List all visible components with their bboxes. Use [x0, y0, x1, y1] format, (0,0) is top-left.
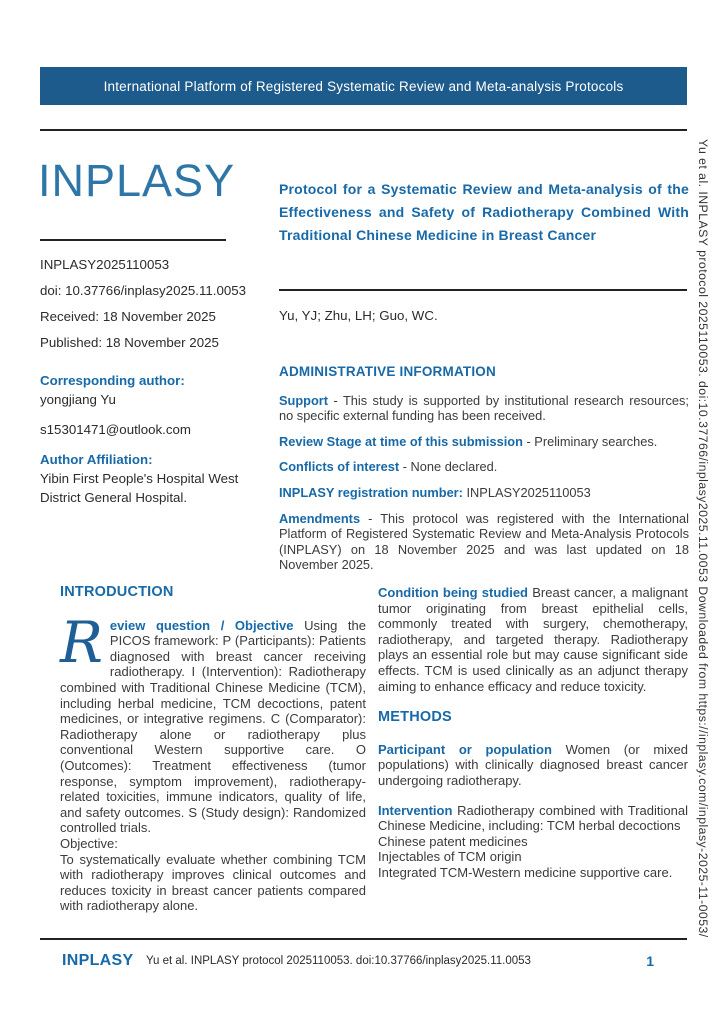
published-date: Published: 18 November 2025 [40, 335, 219, 350]
footer-divider [40, 938, 687, 940]
objective-text: To systematically evaluate whether combining TCM with radiotherapy improves clinical outcomes and reduces toxicity in breast cancer patients compared with radiotherapy alone. [60, 851, 366, 914]
methods-column [378, 585, 688, 881]
registration-id: INPLASY2025110053 [40, 257, 170, 272]
condition-paragraph [378, 585, 688, 694]
intervention-line: Chinese patent medicines [378, 833, 528, 849]
vertical-margin-citation: Yu et al. INPLASY protocol 2025110053. doi:10.37766/inplasy2025.11.0053 Downloaded from https://inplasy.com/inplasy-2025-11-0053/ [696, 139, 710, 938]
footer-logo: INPLASY [62, 952, 134, 969]
spacer [40, 439, 276, 450]
condition-label: Condition being studied [378, 585, 528, 600]
footer-citation: Yu et al. INPLASY protocol 2025110053. doi:10.37766/inplasy2025.11.0053 [146, 955, 531, 967]
introduction-column [60, 585, 366, 914]
intervention-label: Intervention [378, 802, 453, 818]
corresponding-author-label: Corresponding author: [40, 373, 185, 388]
admin-item-conflicts: Conflicts of interest - None declared. [279, 459, 498, 475]
administrative-information [279, 364, 689, 583]
intervention-paragraph [378, 803, 688, 881]
doi-line: doi: 10.37766/inplasy2025.11.0053 [40, 283, 247, 298]
participant-paragraph [378, 742, 688, 789]
review-question-paragraph [60, 609, 366, 836]
review-question-text: Using the PICOS framework: P (Participants): Patients diagnosed with breast cancer receiving radiotherapy. I (Intervention): Radiotherapy combined with Traditional Chinese Medicine (TCM), including herbal medicine, TCM decoctions, patent medicines, or integrative regimens. C (Comparator): Radiotherapy alone or radiotherapy plus conventional Western supportive care. O (Outcomes): Treatment effectiveness (tumor response, symptom improvement), radiotherapy-related toxicities, immune indicators, quality of life, and safety outcomes. S (Study design): Randomized controlled trials. [60, 617, 366, 836]
article-title: Protocol for a Systematic Review and Meta-analysis of the Effectiveness and Safety of Radiotherapy Combined With Traditional Chinese Medicine in Breast Cancer [279, 181, 689, 243]
spacer [40, 409, 276, 420]
admin-item-registration-number: INPLASY registration number: INPLASY2025110053 [279, 484, 591, 500]
admin-item-support: Support - This study is supported by institutional research resources; no specific external funding has been received. [279, 392, 689, 424]
participant-label: Participant or population [378, 741, 552, 757]
corresponding-author-email: s15301471@outlook.com [40, 422, 191, 437]
intervention-text: Radiotherapy combined with Traditional Chinese Medicine, including: TCM herbal decoctions [378, 802, 688, 834]
received-date: Received: 18 November 2025 [40, 309, 216, 324]
page-number: 1 [646, 953, 654, 969]
objective-block [60, 836, 366, 914]
review-question-label: eview question / Objective [109, 617, 294, 633]
drop-cap: R [60, 609, 103, 676]
top-banner-text: International Platform of Registered Systematic Review and Meta-analysis Protocols [103, 78, 624, 94]
top-banner [40, 67, 687, 105]
logo-divider [40, 239, 226, 241]
corresponding-author-name: yongjiang Yu [40, 392, 116, 407]
intervention-line: Injectables of TCM origin [378, 849, 522, 865]
participant-text: Women (or mixed populations) with clinically diagnosed breast cancer undergoing radiotherapy. [378, 741, 688, 788]
footer [0, 951, 724, 977]
registration-info [40, 252, 246, 356]
inplasy-logo: INPLASY [38, 155, 236, 206]
methods-heading: METHODS [378, 709, 452, 726]
admin-item-amendments: Amendments - This protocol was registered with the International Platform of Registered Systematic Review and Meta-Analysis Protocols (INPLASY) on 18 November 2025 and was last updated on 18 November 2025. [279, 510, 689, 573]
affiliation-label: Author Affiliation: [40, 452, 153, 467]
authors-divider [279, 289, 687, 291]
intervention-line: Integrated TCM-Western medicine supportive care. [378, 864, 673, 880]
introduction-heading: INTRODUCTION [60, 584, 174, 600]
condition-text: Breast cancer, a malignant tumor originating from breast epithelial cells, commonly treated with surgery, chemotherapy, radiotherapy, and targeted therapy. Radiotherapy plays an essential role but may cause significant side effects. TCM is used clinically as an adjunct therapy aiming to enhance efficacy and reduce toxicity. [378, 585, 688, 694]
contact-block [40, 371, 276, 507]
objective-label: Objective: [60, 835, 118, 851]
authors-line: Yu, YJ; Zhu, LH; Guo, WC. [279, 308, 438, 323]
header-divider [40, 129, 687, 131]
admin-item-review-stage: Review Stage at time of this submission - Preliminary searches. [279, 433, 658, 449]
affiliation-text: Yibin First People's Hospital West District General Hospital. [40, 471, 239, 505]
admin-heading: ADMINISTRATIVE INFORMATION [279, 364, 496, 379]
